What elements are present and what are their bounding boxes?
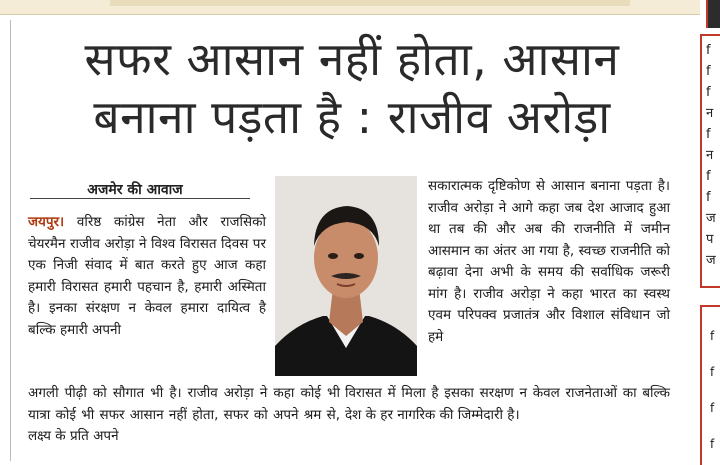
top-strip: [0, 0, 700, 15]
byline: अजमेर की आवाज: [87, 182, 183, 198]
headline: [22, 30, 682, 146]
headline-line-1: सफर आसान नहीं होता, आसान: [84, 32, 620, 86]
adjacent-line: f: [710, 365, 715, 379]
article-column-1-bottom: अगली पीढ़ी को सौगात भी है। राजीव अरोड़ा ने कहा कोई भी यात्रा कोई भी सफर आसान नहीं होता, सफर को अपने श्रम से, लक्ष्य के प्रति अपने: [28, 385, 340, 444]
adjacent-text: [706, 40, 720, 271]
adjacent-text-2: [710, 318, 720, 462]
adjacent-line: f: [706, 85, 711, 100]
adjacent-line: f: [710, 437, 715, 451]
byline-rule: [30, 198, 250, 199]
adjacent-photo: [706, 0, 720, 28]
adjacent-line: न: [706, 106, 714, 121]
article-column-2-bottom: विरासत में मिला है इसका सरक्षण न केवल राजनेताओं का बल्कि देश के हर नागरिक की जिम्मेदारी है।: [345, 385, 670, 423]
portrait-photo: [275, 176, 417, 376]
article-column-2-top: सकारात्मक दृष्टिकोण से आसान बनाना पड़ता है। राजीव अरोड़ा ने आगे कहा जब देश आजाद हुआ था तब की और अब की राजनीति में जमीन आसमान का अंतर आ गया है, स्वच्छ राजनीति को बढ़ावा देना अभी के समय की सर्वाधिक जरूरी मांग है। राजीव अरोड़ा ने कहा भारत का स्वस्थ एवम परिपक्व प्रजातंत्र और विशाल संविधान जो हमे: [428, 178, 670, 345]
portrait-illustration: [275, 176, 417, 376]
article-column-1-top: [28, 212, 266, 341]
adjacent-line: ज: [706, 253, 716, 268]
adjacent-line: न: [706, 148, 714, 163]
adjacent-line: f: [710, 401, 715, 415]
dateline: जयपुर।: [28, 214, 65, 230]
adjacent-line: f: [706, 127, 711, 142]
adjacent-line: ज: [706, 211, 716, 226]
adjacent-line: f: [706, 169, 711, 184]
headline-line-2: बनाना पड़ता है : राजीव अरोड़ा: [93, 90, 611, 144]
adjacent-line: f: [710, 329, 715, 343]
adjacent-line: f: [706, 64, 711, 79]
adjacent-line: f: [706, 190, 711, 205]
adjacent-line: f: [706, 43, 711, 58]
adjacent-line: प: [706, 232, 714, 247]
top-strip-bar: [110, 0, 630, 6]
column-1-top-text: वरिष्ठ कांग्रेस नेता और राजसिको चेयरमैन राजीव अरोड़ा ने विश्व विरासत दिवस पर एक निजी संवाद में बात करते हुए आज कहा हमारी विरासत हमारी पहचान है, हमारी अस्मिता है। इनका संरक्षण न केवल हमारा दायित्व है बल्कि हमारी अपनी: [28, 214, 266, 338]
